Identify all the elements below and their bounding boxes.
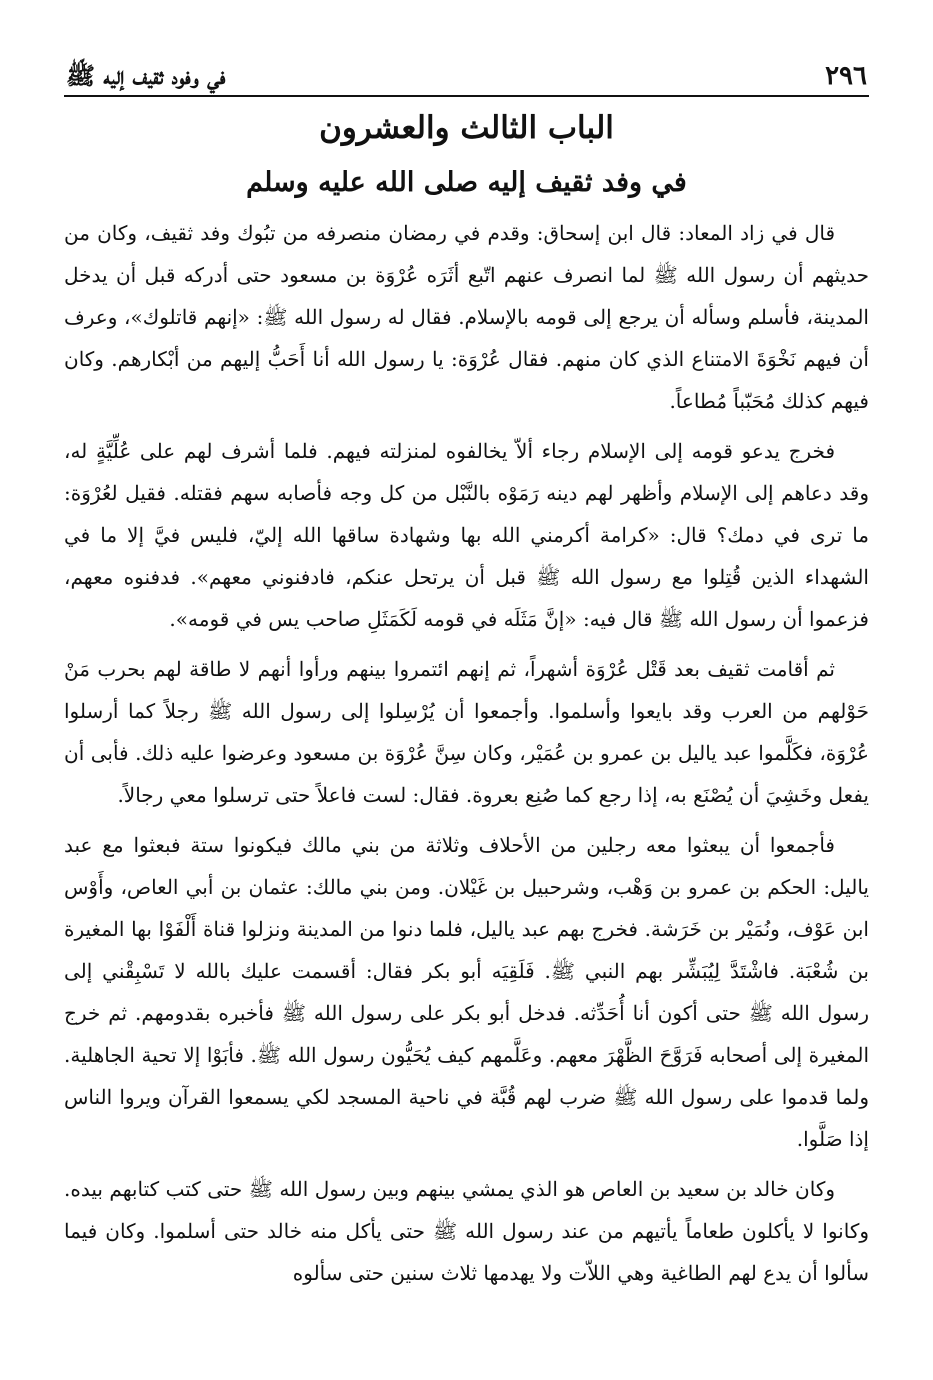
- paragraph: ثم أقامت ثقيف بعد قَتْل عُرْوَة أشهراً، ثم إنهم ائتمروا بينهم ورأوا أنهم لا طاقة لهم بحرب مَنْ حَوْلهم من العرب وقد بايعوا وأسلموا. وأجمعوا أن يُرْسِلوا إلى رسول الله ﷺ رجلاً كما أرسلوا عُرْوَة، فكَلَّموا عبد ياليل بن عمرو بن عُمَيْر، وكان سِنَّ عُرْوَة بن مسعود وعرضوا عليه ذلك. فأبى أن يفعل وخَشِيَ أن يُصْنَع به، إذا رجع كما صُنِع بعروة. فقال: لست فاعلاً حتى ترسلوا معي رجالاً.: [64, 657, 869, 807]
- chapter-title: الباب الثالث والعشرون: [319, 110, 614, 146]
- paragraph: وكان خالد بن سعيد بن العاص هو الذي يمشي بينهم وبين رسول الله ﷺ حتى كتب كتابهم بيده. وكانوا لا يأكلون طعاماً يأتيهم من عند رسول الله ﷺ حتى يأكل منه خالد حتى أسلموا. وكان فيما سألوا أن يدع لهم الطاغية وهي اللاّت ولا يهدمها ثلاث سنين حتى سألوه: [64, 1177, 869, 1285]
- page-number: ٢٩٦: [825, 61, 867, 91]
- paragraph: قال في زاد المعاد: قال ابن إسحاق: وقدم في رمضان منصرفه من تبُوك وفد ثقيف، وكان من حديثهم أن رسول الله ﷺ لما انصرف عنهم اتّبع أثَرَه عُرْوَة بن مسعود حتى أدركه قبل أن يدخل المدينة، فأسلم وسأله أن يرجع إلى قومه بالإسلام. فقال له رسول الله ﷺ: «إنهم قاتلوك»، وعرف أن فيهم نَخْوَةَ الامتناع الذي كان منهم. فقال عُرْوَة: يا رسول الله أنا أَحَبُّ إليهم من أبْكارهم. وكان فيهم كذلك مُحَبّباً مُطاعاً.: [64, 221, 870, 413]
- paragraph: فخرج يدعو قومه إلى الإسلام رجاء ألاّ يخالفوه لمنزلته فيهم. فلما أشرف لهم على عُلِّيَّةٍ له، وقد دعاهم إلى الإسلام وأظهر لهم دينه رَمَوْه بالنَّبْل من كل وجه فأصابه سهم فقتله. فقيل لعُرْوَة: ما ترى في دمك؟ قال: «كرامة أكرمني الله بها وشهادة ساقها الله إليّ، فليس فيَّ إلا ما في الشهداء الذين قُتِلوا مع رسول الله ﷺ قبل أن يرتحل عنكم، فادفنوني معهم». فدفنوه معهم، فزعموا أن رسول الله ﷺ قال فيه: «إنَّ مَثَلَه في قومه لَكَمَثَلِ صاحب يس في قومه».: [64, 439, 870, 631]
- body-text: [64, 212, 869, 1302]
- chapter-subtitle: في وفد ثقيف إليه صلى الله عليه وسلم: [246, 167, 687, 198]
- running-header: [64, 55, 869, 97]
- running-title: في وفود ثقيف إليه ﷺ: [66, 61, 226, 90]
- paragraph: فأجمعوا أن يبعثوا معه رجلين من الأحلاف وثلاثة من بني مالك فيكونوا ستة فبعثوا مع عبد ياليل: الحكم بن عمرو بن وَهْب، وشرحبيل بن غَيْلان. ومن بني مالك: عثمان بن أبي العاص، وأَوْس ابن عَوْف، ونُمَيْر بن خَرَشة. فخرج بهم عبد ياليل، فلما دنوا من المدينة ونزلوا قناة أَلْفَوْا بها المغيرة بن شُعْبَة. فاشْتَدَّ لِيُبَشِّر بهم النبي ﷺ. فَلَقِيَه أبو بكر فقال: أقسمت عليك بالله لا تَسْبِقْني إلى رسول الله ﷺ حتى أكون أنا أُحَدِّثه. فدخل أبو بكر على رسول الله ﷺ فأخبره بقدومهم. ثم خرج المغيرة إلى أصحابه فَرَوَّحَ الظَّهْرَ معهم. وعَلَّمهم كيف يُحَيُّون رسول الله ﷺ. فأبَوْا إلا تحية الجاهلية. ولما قدموا على رسول الله ﷺ ضرب لهم قُبَّة في ناحية المسجد لكي يسمعوا القرآن ويروا الناس إذا صَلَّوا.: [64, 833, 869, 1151]
